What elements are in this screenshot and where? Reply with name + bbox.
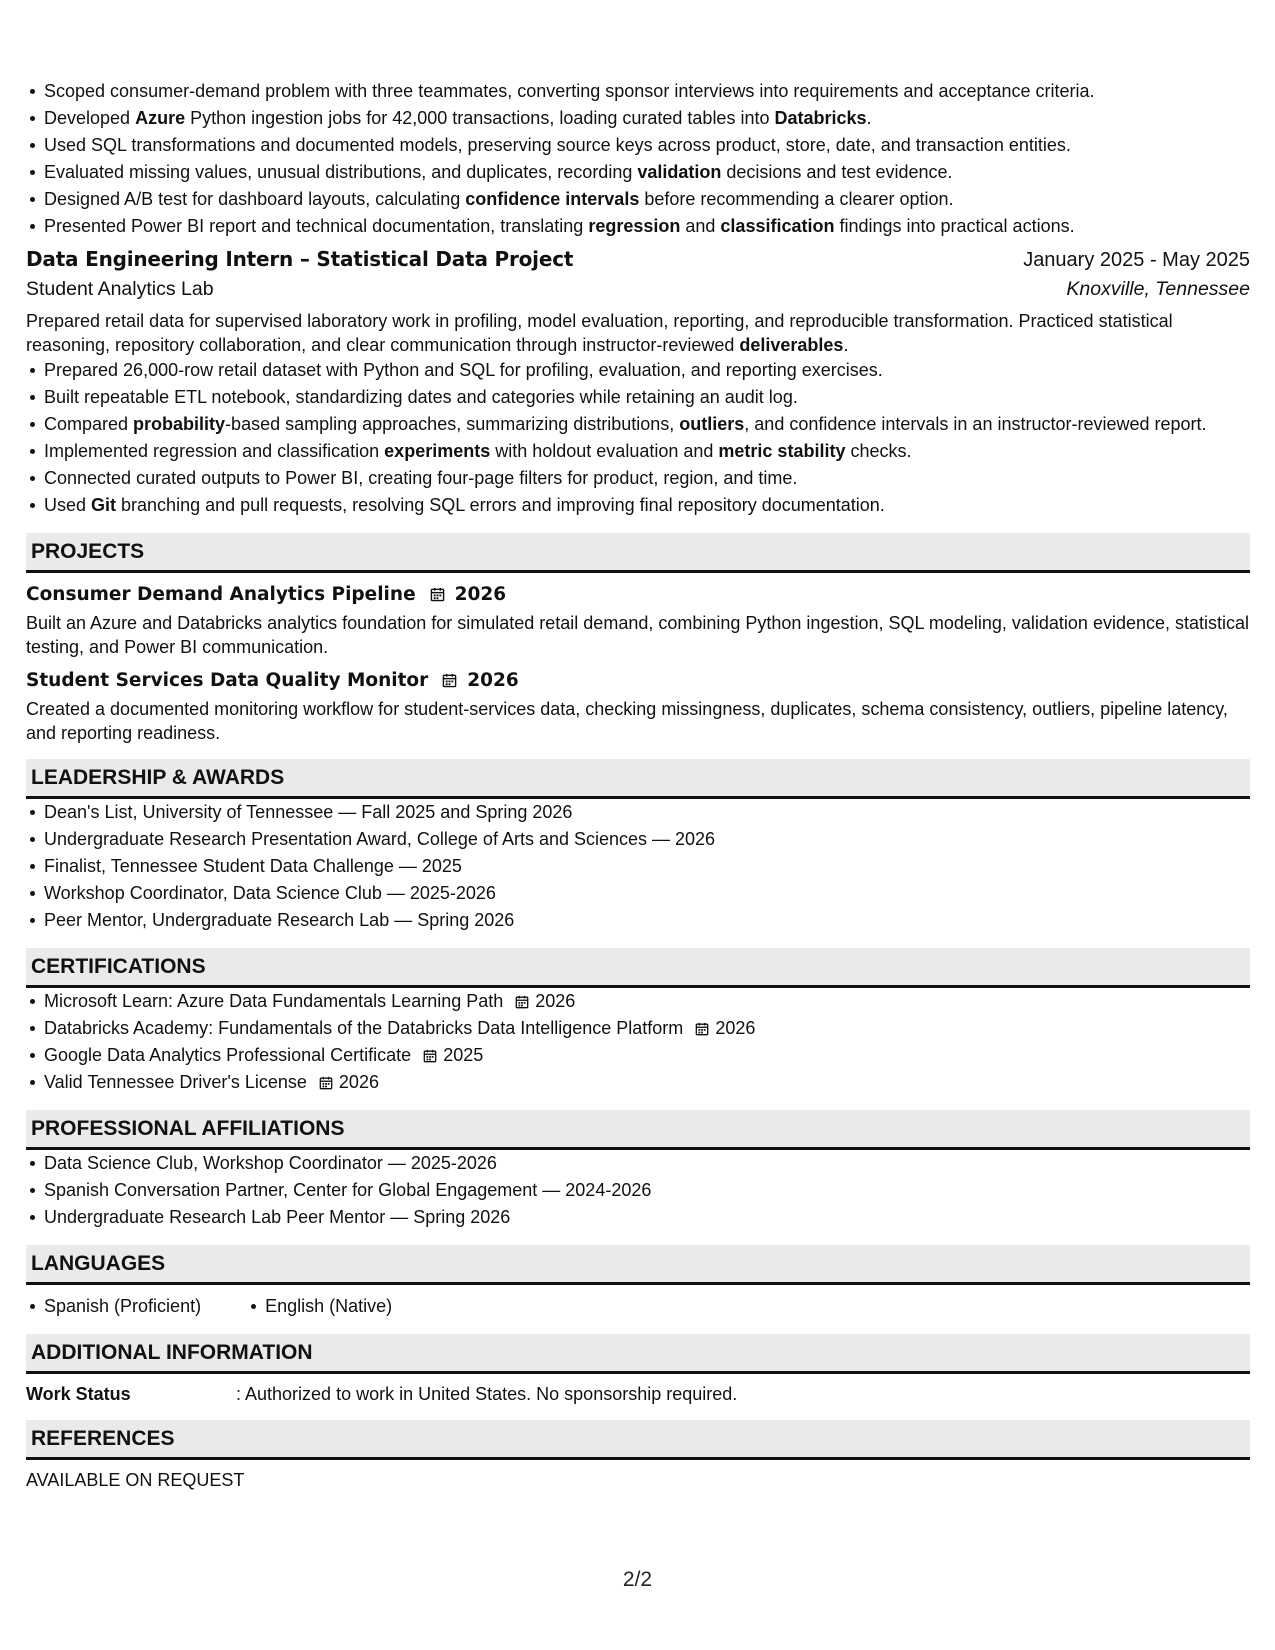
job-bullets <box>26 357 1250 519</box>
list-item: Data Science Club, Workshop Coordinator — 2025-2026 <box>44 1150 1250 1177</box>
section-heading-languages: LANGUAGES <box>26 1245 1250 1285</box>
certification-year: 2026 <box>535 991 576 1011</box>
certification-item <box>44 1069 1250 1096</box>
bullet-item: Used SQL transformations and documented models, preserving source keys across product, store, date, and transaction entities. <box>44 132 1250 159</box>
certification-name: Google Data Analytics Professional Certificate <box>44 1045 412 1065</box>
bullet-item: Prepared 26,000-row retail dataset with Python and SQL for profiling, evaluation, and reporting exercises. <box>44 357 1250 384</box>
bullet-item: Developed Azure Python ingestion jobs for 42,000 transactions, loading curated tables into Databricks. <box>44 105 1250 132</box>
job-header <box>26 247 1250 272</box>
certification-item <box>44 988 1250 1015</box>
leadership-list <box>26 799 1250 934</box>
bullet-item: Built repeatable ETL notebook, standardizing dates and categories while retaining an audit log. <box>44 384 1250 411</box>
calendar-icon <box>515 995 529 1009</box>
languages-list <box>26 1293 1250 1320</box>
section-heading-affiliations: PROFESSIONAL AFFILIATIONS <box>26 1110 1250 1150</box>
project-year: 2026 <box>454 584 507 605</box>
certification-year: 2025 <box>443 1045 484 1065</box>
list-item: Workshop Coordinator, Data Science Club — 2025-2026 <box>44 880 1250 907</box>
calendar-icon <box>695 1022 709 1036</box>
certification-item <box>44 1042 1250 1069</box>
language-list <box>247 1293 392 1320</box>
project-description: Created a documented monitoring workflow for student-services data, checking missingness, duplicates, schema consistency, outliers, pipeline latency, and reporting readiness. <box>26 699 1228 743</box>
bullet-item: Designed A/B test for dashboard layouts, calculating confidence intervals before recommending a clearer option. <box>44 186 1250 213</box>
project-header <box>26 670 1250 691</box>
calendar-icon <box>423 1049 437 1063</box>
certification-year: 2026 <box>715 1018 756 1038</box>
section-heading-leadership: LEADERSHIP & AWARDS <box>26 759 1250 799</box>
project-description: Built an Azure and Databricks analytics foundation for simulated retail demand, combining Python ingestion, SQL modeling, validation evidence, statistical testing, and Power BI communication. <box>26 613 1250 657</box>
projects-list <box>26 584 1250 745</box>
bullet-item: Presented Power BI report and technical documentation, translating regression and classification findings into practical actions. <box>44 213 1250 240</box>
job-location: Knoxville, Tennessee <box>1066 278 1250 300</box>
project-year: 2026 <box>467 670 519 691</box>
project-header <box>26 584 1250 605</box>
section-heading-additional-information: ADDITIONAL INFORMATION <box>26 1334 1250 1374</box>
work-status-label: Work Status <box>26 1384 131 1404</box>
language-list <box>26 1293 201 1320</box>
bullet-item: Scoped consumer-demand problem with three teammates, converting sponsor interviews into requirements and acceptance criteria. <box>44 78 1250 105</box>
bullet-item: Evaluated missing values, unusual distributions, and duplicates, recording validation decisions and test evidence. <box>44 159 1250 186</box>
list-item: Undergraduate Research Lab Peer Mentor — Spring 2026 <box>44 1204 1250 1231</box>
bullet-item: Implemented regression and classification experiments with holdout evaluation and metric stability checks. <box>44 438 1250 465</box>
job-summary: Prepared retail data for supervised laboratory work in profiling, model evaluation, reporting, and reproducible transformation. Practiced statistical reasoning, repository collaboration, and clear communication through instructor-reviewed deliverables. <box>26 311 1173 355</box>
list-item: Peer Mentor, Undergraduate Research Lab — Spring 2026 <box>44 907 1250 934</box>
references-text: AVAILABLE ON REQUEST <box>26 1470 245 1490</box>
list-item: Finalist, Tennessee Student Data Challenge — 2025 <box>44 853 1250 880</box>
bullet-item: Connected curated outputs to Power BI, creating four-page filters for product, region, and time. <box>44 465 1250 492</box>
certification-name: Valid Tennessee Driver's License <box>44 1072 307 1092</box>
certifications-list <box>26 988 1250 1096</box>
list-item: Spanish Conversation Partner, Center for Global Engagement — 2024-2026 <box>44 1177 1250 1204</box>
list-item: Dean's List, University of Tennessee — Fall 2025 and Spring 2026 <box>44 799 1250 826</box>
project-name: Student Services Data Quality Monitor <box>26 670 429 691</box>
bullet-item: Compared probability-based sampling approaches, summarizing distributions, outliers, and confidence intervals in an instructor-reviewed report. <box>44 411 1250 438</box>
experience-bullets-top <box>26 78 1250 240</box>
certification-name: Databricks Academy: Fundamentals of the Databricks Data Intelligence Platform <box>44 1018 684 1038</box>
job-title: Data Engineering Intern – Statistical Data Project <box>26 247 574 271</box>
calendar-icon <box>319 1076 333 1090</box>
certification-year: 2026 <box>338 1072 379 1092</box>
work-status-row <box>26 1382 1250 1406</box>
job-subheader <box>26 278 1250 301</box>
certification-item <box>44 1015 1250 1042</box>
job-dates: January 2025 - May 2025 <box>1023 249 1250 271</box>
language-item: Spanish (Proficient) <box>44 1293 201 1320</box>
list-item: Undergraduate Research Presentation Award, College of Arts and Sciences — 2026 <box>44 826 1250 853</box>
section-heading-projects: PROJECTS <box>26 533 1250 573</box>
page-number: 2/2 <box>622 1568 653 1591</box>
resume-page-2 <box>26 78 1250 1491</box>
section-heading-certifications: CERTIFICATIONS <box>26 948 1250 988</box>
calendar-icon <box>442 673 457 688</box>
bullet-item: Used Git branching and pull requests, resolving SQL errors and improving final repository documentation. <box>44 492 1250 519</box>
calendar-icon <box>430 587 445 602</box>
language-item: English (Native) <box>265 1293 392 1320</box>
project-name: Consumer Demand Analytics Pipeline <box>26 584 416 605</box>
work-status-value: : Authorized to work in United States. No sponsorship required. <box>236 1384 738 1404</box>
section-heading-references: REFERENCES <box>26 1420 1250 1460</box>
certification-name: Microsoft Learn: Azure Data Fundamentals Learning Path <box>44 991 504 1011</box>
affiliations-list <box>26 1150 1250 1231</box>
job-organization: Student Analytics Lab <box>26 278 214 300</box>
